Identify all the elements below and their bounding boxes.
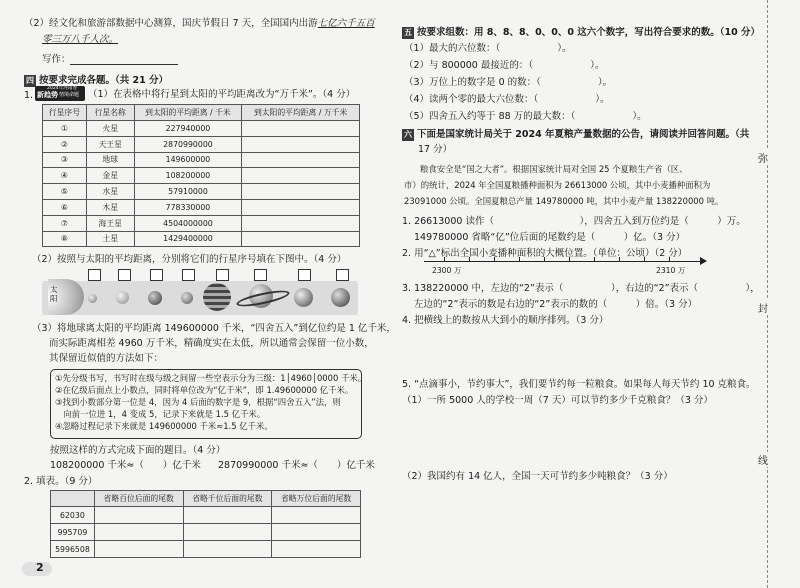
write-blank[interactable]: [70, 64, 178, 65]
arrow-icon: [700, 257, 707, 265]
tick: [519, 257, 520, 262]
axis-label-right: 2310 万: [656, 266, 686, 275]
q6-5-1: （1）一所 5000 人的学校一周（7 天）可以节约多少千克粮食？（3 分）: [402, 395, 713, 406]
method-step: ④忽略过程记录下来就是 149600000 千米≈1.5 亿千米。: [55, 421, 273, 431]
mars-icon: [181, 292, 193, 304]
margin-char-mi: 弥: [758, 150, 768, 165]
q6-4: 4. 把横线上的数按从大到小的顺序排列。（3 分）: [402, 315, 609, 326]
number-line[interactable]: [424, 253, 706, 279]
section6-header-cont: 17 分）: [418, 144, 453, 155]
tick: [619, 257, 620, 262]
q6-1a[interactable]: 1. 26613000 读作（ ），四舍五入到万位约是（ ）万。: [402, 216, 746, 227]
th-wankm: 到太阳的平均距离 / 万千米: [242, 105, 360, 121]
tick: [669, 257, 670, 262]
answer-box[interactable]: [216, 269, 229, 281]
q6-5: 5. “点滴事小，节约事大”，我们要节约每一粒粮食。如果每人每天节约 10 克粮食。: [402, 379, 756, 390]
answer-cell[interactable]: [183, 541, 272, 558]
table-row: 62030: [51, 507, 361, 524]
tick: [544, 257, 545, 262]
q1-3-line3: 其保留近似值的方法如下：: [49, 353, 164, 364]
tick: [444, 257, 445, 262]
q6-2: 2. 用“△”标出全国小麦播种面积的大概位置。（单位：公顷）（2 分）: [402, 248, 688, 259]
imitate-text: 按照这样的方式完成下面的题目。（4 分）: [50, 445, 226, 456]
answer-box[interactable]: [118, 269, 131, 281]
tick: [569, 257, 570, 262]
q1-3-line2: 而实际距离相差 4960 万千米，精确度实在太低，所以通常会保留一位小数，: [49, 338, 374, 349]
answer-cell[interactable]: [94, 524, 183, 541]
q6-3a[interactable]: 3. 138220000 中，左边的“2”表示（ ），右边的“2”表示（ ），: [402, 283, 760, 294]
sec5-item[interactable]: （5）四舍五入约等于 88 万的最大数：（ ）。: [404, 111, 647, 122]
axis-line: [424, 261, 706, 262]
th-no: 行星序号: [43, 105, 87, 121]
planet-diagram: [42, 269, 358, 315]
trend-badge: 2024年河南卷 新趋势 情境命题: [35, 86, 85, 101]
table-row: ⑥ 木星 778330000: [43, 199, 360, 215]
answer-cell[interactable]: [183, 524, 272, 541]
page-number: 2: [36, 561, 44, 574]
neptune-icon: [331, 288, 350, 307]
write-label: 写作：: [42, 54, 71, 65]
sec5-item[interactable]: （2）与 800000 最接近的：（ ）。: [404, 60, 605, 71]
tick: [494, 257, 495, 262]
answer-cell[interactable]: [272, 541, 361, 558]
answer-box[interactable]: [254, 269, 267, 281]
th-hundreds: 省略百位后面的尾数: [94, 491, 183, 507]
q6-3b[interactable]: 左边的“2”表示的数是右边的“2”表示的数的（ ）倍。（3 分）: [414, 299, 698, 310]
answer-cell[interactable]: [272, 524, 361, 541]
answer-cell[interactable]: [242, 168, 360, 184]
margin-char-xian: 线: [758, 452, 768, 467]
method-step: 向前一位进 1，4 变成 5，记录下来就是 1.5 亿千米。: [55, 409, 266, 419]
answer-cell[interactable]: [242, 184, 360, 200]
mercury-icon: [88, 294, 97, 303]
table-row: 5996508: [51, 541, 361, 558]
answer-cell[interactable]: [94, 507, 183, 524]
answer-cell[interactable]: [272, 507, 361, 524]
q6-1b[interactable]: 149780000 省略“亿”位后面的尾数约是（ ）亿。（3 分）: [414, 232, 686, 243]
exercise-2[interactable]: 2870990000 千米≈（ ）亿千米: [218, 460, 375, 471]
q1-1-text: （1）在表格中将行星到太阳的平均距离改为“万千米”。（4 分）: [88, 89, 356, 100]
answer-cell[interactable]: [242, 215, 360, 231]
q3-2-line1: （2）经文化和旅游部数据中心测算，国庆节假日 7 天，全国国内出游七亿六千五百: [24, 18, 375, 29]
q1-num: 1.: [24, 90, 34, 101]
binding-line: [767, 0, 768, 588]
table-row: ⑤ 水星 57910000: [43, 184, 360, 200]
answer-box[interactable]: [298, 269, 311, 281]
axis-label-left: 2300 万: [432, 266, 462, 275]
table-row: ④ 金星 108200000: [43, 168, 360, 184]
sec5-item[interactable]: （3）万位上的数字是 0 的数：（ ）。: [404, 77, 613, 88]
planet-table: [42, 104, 360, 247]
table-row: ② 天王星 2870990000: [43, 136, 360, 152]
table-row: ⑧ 土星 1429400000: [43, 231, 360, 247]
sun-label: 太阳: [50, 285, 58, 303]
answer-cell[interactable]: [242, 121, 360, 137]
tick: [469, 257, 470, 262]
jupiter-icon: [203, 283, 231, 311]
th-km: 到太阳的平均距离 / 千米: [134, 105, 242, 121]
answer-cell[interactable]: [242, 199, 360, 215]
rounding-table: [50, 490, 361, 558]
sec5-item[interactable]: （4）读两个零的最大六位数：（ ）。: [404, 94, 610, 105]
answer-cell[interactable]: [242, 152, 360, 168]
q6-5-2: （2）我国约有 14 亿人，全国一天可节约多少吨粮食？（3 分）: [402, 471, 673, 482]
table-row: ① 火星 227940000: [43, 121, 360, 137]
th-tenthousands: 省略万位后面的尾数: [272, 491, 361, 507]
section6-header: 六 下面是国家统计局关于 2024 年夏粮产量数据的公告，请阅读并回答问题。（共: [404, 129, 750, 140]
section4-header: 四 按要求完成各题。（共 21 分）: [26, 75, 169, 86]
section5-header: 五 按要求组数：用 8、8、8、0、0、0 这六个数字，写出符合要求的数。（10 分）: [404, 27, 761, 38]
answer-cell[interactable]: [183, 507, 272, 524]
tick: [594, 257, 595, 262]
notice-text: 粮食安全是“国之大者”。根据国家统计局对全国 25 个夏粮生产省（区、 市）的统计，2024 年全国夏粮播种面积为 26613000 公顷，其中小麦播种面积为 23091000 公顷。全国夏粮总产量 149780000 吨，其中小麦产量 138220000 吨。: [404, 164, 724, 206]
answer-box[interactable]: [150, 269, 163, 281]
th-thousands: 省略千位后面的尾数: [183, 491, 272, 507]
answer-box[interactable]: [88, 269, 101, 281]
table-row: ③ 地球 149600000: [43, 152, 360, 168]
table-row: 995709: [51, 524, 361, 541]
answer-boxes: [64, 269, 358, 281]
q3-2-line2: 零三万八千人次。: [42, 34, 119, 45]
method-step: ②在亿级后面点上小数点，同时将单位改为“亿千米”，即 1.49600000 亿千米。: [55, 385, 354, 395]
answer-box[interactable]: [182, 269, 195, 281]
earth-icon: [148, 291, 162, 305]
answer-cell[interactable]: [242, 136, 360, 152]
table-row: ⑦ 海王星 4504000000: [43, 215, 360, 231]
q2-title: 2. 填表。（9 分）: [24, 476, 98, 487]
uranus-icon: [294, 288, 313, 307]
q1-2-text: （2）按照与太阳的平均距离，分别将它们的行星序号填在下图中。（4 分）: [32, 254, 347, 265]
sec5-item[interactable]: （1）最大的六位数：（ ）。: [404, 43, 572, 54]
method-box: [50, 369, 367, 439]
exercise-1[interactable]: 108200000 千米≈（ ）亿千米: [50, 460, 201, 471]
answer-cell[interactable]: [94, 541, 183, 558]
method-step: ①先分级书写，书写时在级与级之间留一些空表示分为三级：1│4960│0000 千米。: [55, 373, 367, 383]
tick: [644, 257, 645, 262]
margin-char-feng: 封: [758, 300, 768, 315]
answer-box[interactable]: [336, 269, 349, 281]
venus-icon: [116, 291, 129, 304]
answer-cell[interactable]: [242, 231, 360, 247]
th-name: 行星名称: [86, 105, 134, 121]
th-blank: [51, 491, 95, 507]
method-step: ③找到小数部分第一位是 4，因为 4 后面的数字是 9，根据“四舍五入”法，则: [55, 397, 341, 407]
q1-3-line1: （3）将地球离太阳的平均距离 149600000 千米，“四舍五入”到亿位约是 1 亿千米，: [32, 323, 396, 334]
